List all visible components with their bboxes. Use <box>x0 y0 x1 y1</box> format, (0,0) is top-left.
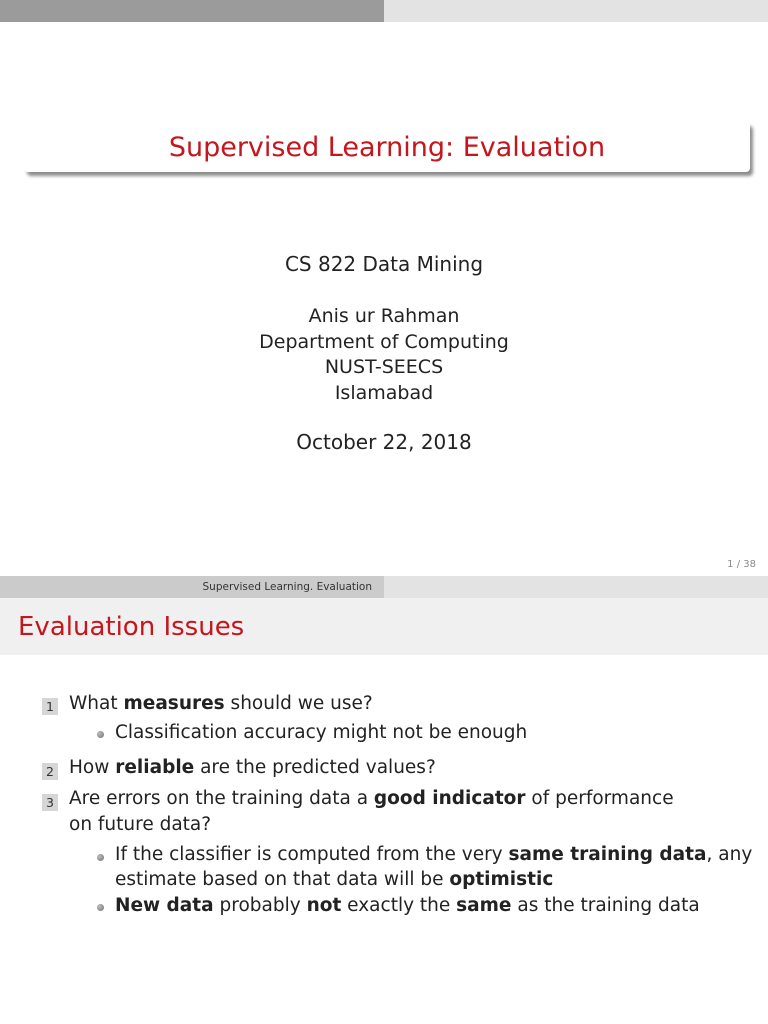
subitem-text: If the classifier is computed from the very same training data, any <box>115 844 753 865</box>
author-name: Anis ur Rahman <box>308 305 460 327</box>
item-number: 2 <box>42 763 58 780</box>
presentation-date: October 22, 2018 <box>296 430 472 454</box>
header-bar <box>0 576 768 598</box>
author-department: Department of Computing <box>259 330 509 353</box>
author-city: Islamabad <box>334 381 434 404</box>
bullet-icon <box>97 904 104 911</box>
subitem-text-continued: estimate based on that data will be optimistic <box>115 869 554 890</box>
author-institution: NUST-SEECS <box>324 356 444 378</box>
item-number: 1 <box>42 698 58 715</box>
header-section <box>0 576 384 598</box>
frame-title-bar <box>0 598 768 655</box>
subitem-text: Classification accuracy might not be enough <box>115 722 528 743</box>
bullet-icon <box>97 731 104 738</box>
item-text: Are errors on the training data a good indicator of performance <box>69 788 674 809</box>
author-block <box>0 304 768 406</box>
subitem-text: New data probably not exactly the same as the training data <box>115 895 700 916</box>
title-box <box>24 122 750 172</box>
frame-title: Evaluation Issues <box>18 611 245 642</box>
slide-title: Supervised Learning: Evaluation <box>168 131 606 163</box>
header-title: Supervised Learning. Evaluation <box>202 581 372 593</box>
content-slide <box>0 576 768 1024</box>
item-number: 3 <box>42 794 58 811</box>
item-text-continued: on future data? <box>69 814 212 835</box>
page-number: 1 / 38 <box>727 559 756 570</box>
progress-bar <box>0 0 768 22</box>
progress-bar-fill <box>0 0 384 22</box>
item-text: How reliable are the predicted values? <box>69 757 436 778</box>
item-text: What measures should we use? <box>69 693 373 714</box>
bullet-icon <box>97 854 104 861</box>
course-subtitle: CS 822 Data Mining <box>284 252 484 276</box>
